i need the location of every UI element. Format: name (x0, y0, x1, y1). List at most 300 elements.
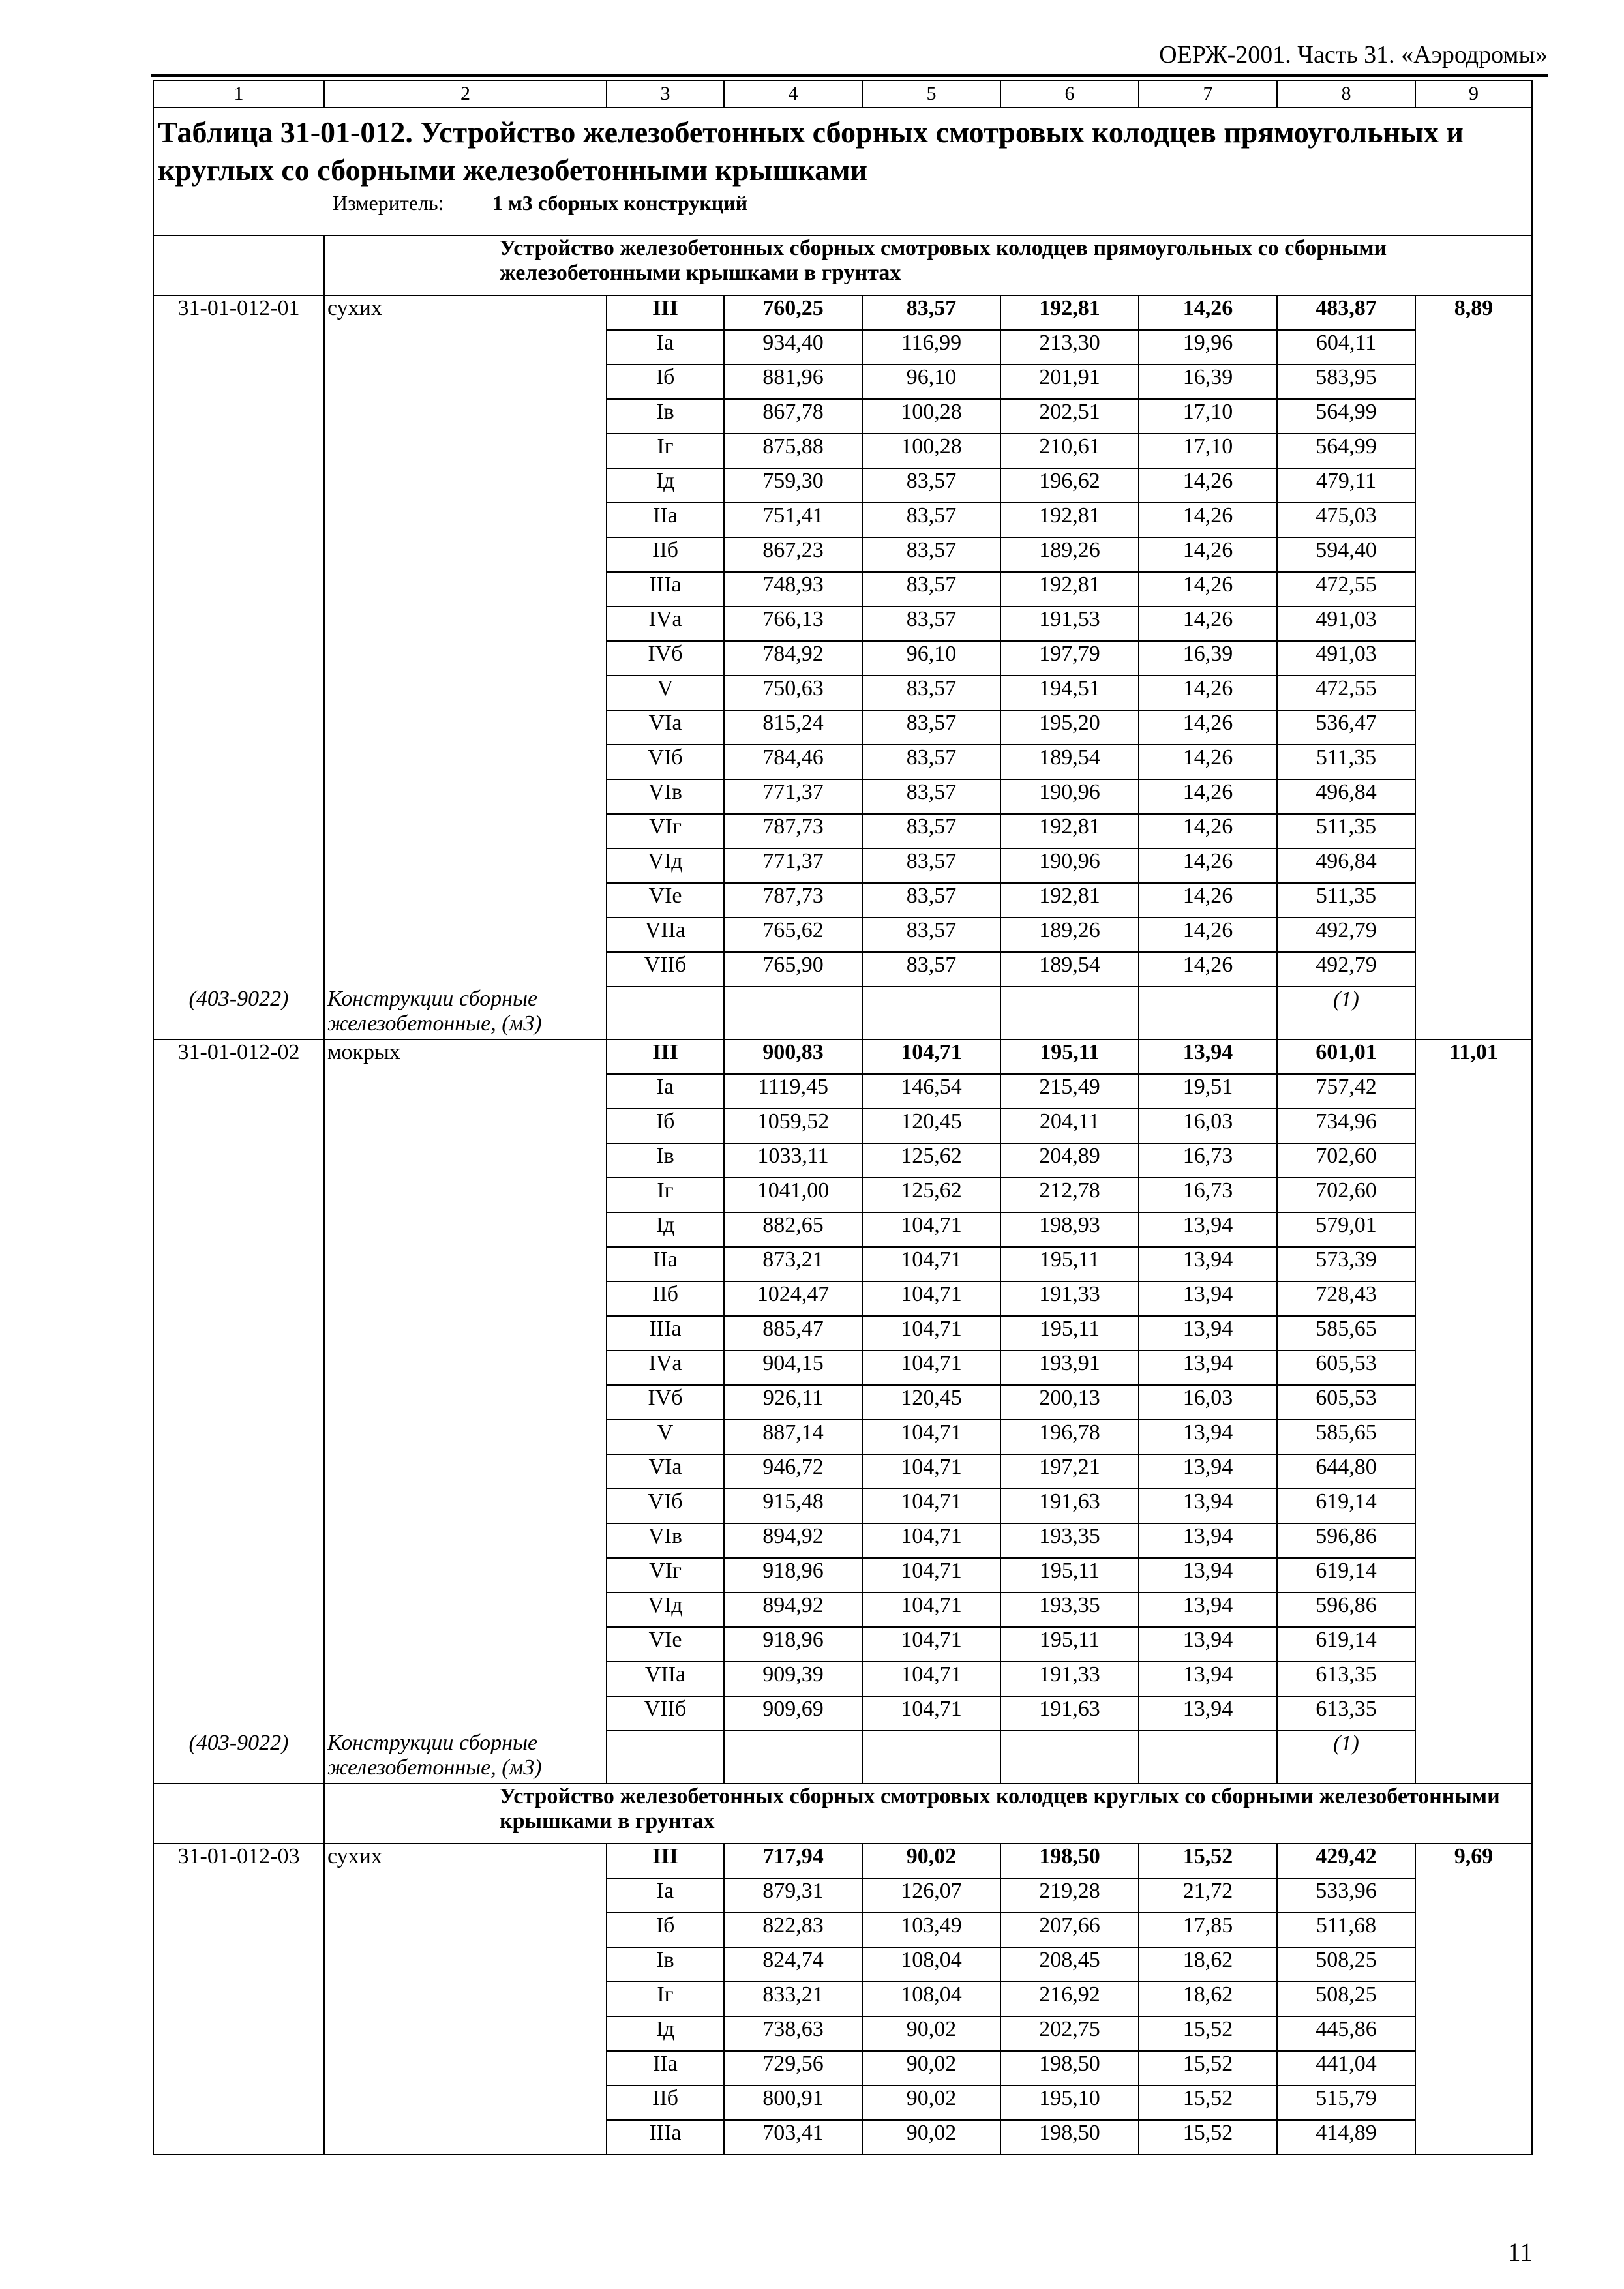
zone-cell: III (607, 295, 724, 330)
value-cell: 14,26 (1139, 814, 1277, 848)
value-cell: 90,02 (862, 1844, 1000, 1878)
col9-cell (1415, 572, 1532, 606)
value-cell: 904,15 (724, 1351, 862, 1385)
table-row (153, 2051, 1532, 2086)
zone-cell: Iв (607, 1143, 724, 1178)
name-cell (324, 572, 607, 606)
value-cell: 596,86 (1277, 1593, 1415, 1627)
zone-cell: VIIб (607, 952, 724, 987)
code-cell (153, 468, 324, 503)
empty-cell (1000, 1731, 1139, 1784)
code-cell (153, 1281, 324, 1316)
value-cell: 195,10 (1000, 2086, 1139, 2120)
value-cell: 596,86 (1277, 1523, 1415, 1558)
value-cell: 472,55 (1277, 572, 1415, 606)
table-row (153, 952, 1532, 987)
value-cell: 583,95 (1277, 365, 1415, 399)
value-cell: 766,13 (724, 606, 862, 641)
col9-cell (1415, 1212, 1532, 1247)
name-cell (324, 814, 607, 848)
value-cell: 13,94 (1139, 1247, 1277, 1281)
value-cell: 189,26 (1000, 918, 1139, 952)
value-cell: 204,89 (1000, 1143, 1139, 1178)
name-cell (324, 1627, 607, 1662)
name-cell (324, 710, 607, 745)
col-number: 1 (153, 80, 324, 108)
value-cell: 483,87 (1277, 295, 1415, 330)
value-cell: 441,04 (1277, 2051, 1415, 2086)
value-cell: 771,37 (724, 848, 862, 883)
value-cell: 83,57 (862, 295, 1000, 330)
value-cell: 429,42 (1277, 1844, 1415, 1878)
value-cell: 189,26 (1000, 537, 1139, 572)
value-cell: 14,26 (1139, 295, 1277, 330)
section-spacer (153, 1784, 324, 1844)
code-cell (153, 883, 324, 918)
value-cell: 83,57 (862, 537, 1000, 572)
value-cell: 594,40 (1277, 537, 1415, 572)
col9-cell (1415, 1696, 1532, 1731)
code-cell (153, 710, 324, 745)
table-row (153, 710, 1532, 745)
value-cell: 13,94 (1139, 1558, 1277, 1593)
empty-cell (724, 1731, 862, 1784)
col9-cell (1415, 1385, 1532, 1420)
value-cell: 120,45 (862, 1385, 1000, 1420)
code-cell (153, 2051, 324, 2086)
name-cell (324, 745, 607, 779)
measure-label: Измеритель: (333, 191, 444, 215)
value-cell: 192,81 (1000, 295, 1139, 330)
code-cell (153, 365, 324, 399)
value-cell: 195,11 (1000, 1627, 1139, 1662)
col9-cell (1415, 2086, 1532, 2120)
value-cell: 536,47 (1277, 710, 1415, 745)
zone-cell: Iв (607, 399, 724, 434)
value-cell: 195,11 (1000, 1247, 1139, 1281)
table-row (153, 1212, 1532, 1247)
code-cell (153, 1593, 324, 1627)
value-cell: 900,83 (724, 1040, 862, 1074)
code-cell (153, 1109, 324, 1143)
table-row (153, 572, 1532, 606)
name-cell (324, 1982, 607, 2016)
empty-cell (862, 1731, 1000, 1784)
table-row (153, 2120, 1532, 2155)
table-row (153, 434, 1532, 468)
col9-cell (1415, 1878, 1532, 1913)
header-rule (151, 74, 1548, 77)
table-row (153, 1593, 1532, 1627)
value-cell: 867,78 (724, 399, 862, 434)
name-cell: мокрых (324, 1040, 607, 1074)
name-cell: сухих (324, 1844, 607, 1878)
code-cell (153, 399, 324, 434)
table-row (153, 537, 1532, 572)
col9-cell (1415, 814, 1532, 848)
name-cell (324, 1558, 607, 1593)
zone-cell: Iг (607, 1178, 724, 1212)
empty-cell (1139, 1731, 1277, 1784)
col9-cell (1415, 1074, 1532, 1109)
value-cell: 867,23 (724, 537, 862, 572)
col-number: 5 (862, 80, 1000, 108)
section-row (153, 235, 1532, 295)
value-cell: 604,11 (1277, 330, 1415, 365)
value-cell: 728,43 (1277, 1281, 1415, 1316)
code-cell (153, 1558, 324, 1593)
table-row (153, 1558, 1532, 1593)
value-cell: 104,71 (862, 1662, 1000, 1696)
value-cell: 116,99 (862, 330, 1000, 365)
resource-name: Конструкции сборные железобетонные, (м3) (324, 1731, 607, 1784)
col9-cell (1415, 1178, 1532, 1212)
zone-cell: IIа (607, 1247, 724, 1281)
value-cell: 787,73 (724, 883, 862, 918)
table-row (153, 745, 1532, 779)
code-cell (153, 1662, 324, 1696)
col9-cell (1415, 2016, 1532, 2051)
value-cell: 207,66 (1000, 1913, 1139, 1947)
value-cell: 192,81 (1000, 572, 1139, 606)
value-cell: 213,30 (1000, 330, 1139, 365)
value-cell: 13,94 (1139, 1420, 1277, 1454)
value-cell: 191,33 (1000, 1281, 1139, 1316)
value-cell: 14,26 (1139, 503, 1277, 537)
value-cell: 83,57 (862, 468, 1000, 503)
value-cell: 103,49 (862, 1913, 1000, 1947)
value-cell: 191,63 (1000, 1696, 1139, 1731)
zone-cell: V (607, 676, 724, 710)
value-cell: 198,50 (1000, 2051, 1139, 2086)
code-cell (153, 745, 324, 779)
value-cell: 108,04 (862, 1982, 1000, 2016)
value-cell: 83,57 (862, 503, 1000, 537)
value-cell: 191,63 (1000, 1489, 1139, 1523)
name-cell (324, 848, 607, 883)
table-row (153, 814, 1532, 848)
col9-cell (1415, 1247, 1532, 1281)
value-cell: 17,10 (1139, 434, 1277, 468)
value-cell: 13,94 (1139, 1316, 1277, 1351)
table-row (153, 1109, 1532, 1143)
value-cell: 208,45 (1000, 1947, 1139, 1982)
value-cell: 15,52 (1139, 2016, 1277, 2051)
value-cell: 120,45 (862, 1109, 1000, 1143)
table-row (153, 1454, 1532, 1489)
col9-cell (1415, 1523, 1532, 1558)
value-cell: 90,02 (862, 2016, 1000, 2051)
zone-cell: VIе (607, 1627, 724, 1662)
value-cell: 83,57 (862, 779, 1000, 814)
zone-cell: IIIа (607, 1316, 724, 1351)
value-cell: 14,26 (1139, 952, 1277, 987)
value-cell: 491,03 (1277, 606, 1415, 641)
value-cell: 1024,47 (724, 1281, 862, 1316)
col9-cell (1415, 434, 1532, 468)
code-cell (153, 1316, 324, 1351)
col9-cell (1415, 1143, 1532, 1178)
value-cell: 533,96 (1277, 1878, 1415, 1913)
value-cell: 13,94 (1139, 1351, 1277, 1385)
value-cell: 894,92 (724, 1523, 862, 1558)
name-cell (324, 1109, 607, 1143)
value-cell: 751,41 (724, 503, 862, 537)
value-cell: 96,10 (862, 641, 1000, 676)
value-cell: 605,53 (1277, 1351, 1415, 1385)
measure-row (158, 190, 1527, 215)
value-cell: 195,11 (1000, 1040, 1139, 1074)
value-cell: 83,57 (862, 848, 1000, 883)
value-cell: 881,96 (724, 365, 862, 399)
table-row (153, 1878, 1532, 1913)
col9-cell (1415, 1109, 1532, 1143)
value-cell: 1041,00 (724, 1178, 862, 1212)
value-cell: 508,25 (1277, 1982, 1415, 2016)
zone-cell: Iб (607, 1109, 724, 1143)
empty-cell (862, 987, 1000, 1040)
value-cell: 1119,45 (724, 1074, 862, 1109)
value-cell: 585,65 (1277, 1316, 1415, 1351)
code-cell (153, 1454, 324, 1489)
name-cell (324, 537, 607, 572)
value-cell: 14,26 (1139, 779, 1277, 814)
value-cell: 198,93 (1000, 1212, 1139, 1247)
value-cell: 800,91 (724, 2086, 862, 2120)
empty-cell (724, 987, 862, 1040)
name-cell (324, 952, 607, 987)
col9-cell (1415, 365, 1532, 399)
value-cell: 18,62 (1139, 1982, 1277, 2016)
zone-cell: VIIб (607, 1696, 724, 1731)
code-cell (153, 1420, 324, 1454)
value-cell: 875,88 (724, 434, 862, 468)
zone-cell: Iб (607, 1913, 724, 1947)
zone-cell: Iд (607, 1212, 724, 1247)
zone-cell: IVа (607, 606, 724, 641)
col9-cell (1415, 745, 1532, 779)
value-cell: 21,72 (1139, 1878, 1277, 1913)
value-cell: 511,35 (1277, 745, 1415, 779)
value-cell: 573,39 (1277, 1247, 1415, 1281)
zone-cell: Iг (607, 434, 724, 468)
value-cell: 1033,11 (724, 1143, 862, 1178)
col9-cell (1415, 1281, 1532, 1316)
code-cell (153, 537, 324, 572)
col9-cell (1415, 537, 1532, 572)
name-cell (324, 1913, 607, 1947)
value-cell: 215,49 (1000, 1074, 1139, 1109)
code-cell (153, 2016, 324, 2051)
col9-cell (1415, 883, 1532, 918)
value-cell: 83,57 (862, 918, 1000, 952)
name-cell (324, 641, 607, 676)
value-cell: 873,21 (724, 1247, 862, 1281)
value-cell: 702,60 (1277, 1143, 1415, 1178)
value-cell: 189,54 (1000, 952, 1139, 987)
code-cell (153, 2120, 324, 2155)
title-row (153, 108, 1532, 235)
col9-cell (1415, 1558, 1532, 1593)
code-cell (153, 1489, 324, 1523)
zone-cell: IIIа (607, 572, 724, 606)
value-cell: 192,81 (1000, 503, 1139, 537)
table-row (153, 295, 1532, 330)
value-cell: 491,03 (1277, 641, 1415, 676)
col9-cell (1415, 1947, 1532, 1982)
value-cell: 104,71 (862, 1212, 1000, 1247)
name-cell (324, 1454, 607, 1489)
value-cell: 212,78 (1000, 1178, 1139, 1212)
zone-cell: IIб (607, 537, 724, 572)
value-cell: 445,86 (1277, 2016, 1415, 2051)
value-cell: 15,52 (1139, 2086, 1277, 2120)
value-cell: 784,46 (724, 745, 862, 779)
value-cell: 833,21 (724, 1982, 862, 2016)
zone-cell: Iв (607, 1947, 724, 1982)
value-cell: 511,68 (1277, 1913, 1415, 1947)
code-cell: 31-01-012-03 (153, 1844, 324, 1878)
name-cell (324, 1593, 607, 1627)
zone-cell: VIIа (607, 1662, 724, 1696)
table-title: Таблица 31-01-012. Устройство железобетонных сборных смотровых колодцев прямоугольных и круглых со сборными железобетонными крышками (158, 115, 1464, 187)
page-number: 11 (1507, 2237, 1533, 2267)
value-cell: 13,94 (1139, 1489, 1277, 1523)
name-cell (324, 399, 607, 434)
value-cell: 915,48 (724, 1489, 862, 1523)
value-cell: 189,54 (1000, 745, 1139, 779)
code-cell (153, 641, 324, 676)
col-number: 7 (1139, 80, 1277, 108)
code-cell (153, 1351, 324, 1385)
value-cell: 765,62 (724, 918, 862, 952)
value-cell: 202,75 (1000, 2016, 1139, 2051)
col9-cell (1415, 2120, 1532, 2155)
code-cell (153, 1074, 324, 1109)
value-cell: 824,74 (724, 1947, 862, 1982)
col-number: 9 (1415, 80, 1532, 108)
table-row (153, 1523, 1532, 1558)
value-cell: 13,94 (1139, 1040, 1277, 1074)
value-cell: 601,01 (1277, 1040, 1415, 1074)
col9-cell (1415, 1489, 1532, 1523)
col9-cell: 8,89 (1415, 295, 1532, 330)
zone-cell: Iб (607, 365, 724, 399)
value-cell: 815,24 (724, 710, 862, 745)
value-cell: 619,14 (1277, 1558, 1415, 1593)
code-cell (153, 1696, 324, 1731)
value-cell: 702,60 (1277, 1178, 1415, 1212)
table-row (153, 330, 1532, 365)
value-cell: 1059,52 (724, 1109, 862, 1143)
name-cell (324, 1281, 607, 1316)
name-cell (324, 1489, 607, 1523)
value-cell: 14,26 (1139, 745, 1277, 779)
value-cell: 104,71 (862, 1696, 1000, 1731)
zone-cell: VIа (607, 710, 724, 745)
name-cell (324, 676, 607, 710)
code-cell (153, 918, 324, 952)
table-row (153, 1913, 1532, 1947)
name-cell (324, 2016, 607, 2051)
zone-cell: Iа (607, 1878, 724, 1913)
code-cell (153, 503, 324, 537)
name-cell (324, 1947, 607, 1982)
table-row (153, 1247, 1532, 1281)
zone-cell: VIе (607, 883, 724, 918)
value-cell: 19,51 (1139, 1074, 1277, 1109)
zone-cell: VIIа (607, 918, 724, 952)
table-row (153, 883, 1532, 918)
value-cell: 13,94 (1139, 1281, 1277, 1316)
value-cell: 14,26 (1139, 848, 1277, 883)
col9-cell (1415, 779, 1532, 814)
name-cell (324, 1662, 607, 1696)
value-cell: 717,94 (724, 1844, 862, 1878)
value-cell: 14,26 (1139, 572, 1277, 606)
col-number: 6 (1000, 80, 1139, 108)
code-cell (153, 952, 324, 987)
value-cell: 19,96 (1139, 330, 1277, 365)
value-cell: 472,55 (1277, 676, 1415, 710)
zone-cell: III (607, 1040, 724, 1074)
col9-cell (1415, 468, 1532, 503)
col9-cell (1415, 1420, 1532, 1454)
value-cell: 18,62 (1139, 1947, 1277, 1982)
value-cell: 475,03 (1277, 503, 1415, 537)
code-cell (153, 606, 324, 641)
empty-cell (1139, 987, 1277, 1040)
value-cell: 15,52 (1139, 2051, 1277, 2086)
name-cell (324, 1523, 607, 1558)
value-cell: 196,78 (1000, 1420, 1139, 1454)
code-cell (153, 434, 324, 468)
value-cell: 197,21 (1000, 1454, 1139, 1489)
value-cell: 201,91 (1000, 365, 1139, 399)
value-cell: 104,71 (862, 1247, 1000, 1281)
name-cell (324, 434, 607, 468)
code-cell (153, 330, 324, 365)
empty-cell (1000, 987, 1139, 1040)
zone-cell: IIа (607, 503, 724, 537)
zone-cell: Iг (607, 1982, 724, 2016)
col9-cell (1415, 1593, 1532, 1627)
value-cell: 926,11 (724, 1385, 862, 1420)
section-heading: Устройство железобетонных сборных смотровых колодцев круглых со сборными железобетонными крышками в грунтах (324, 1784, 1532, 1844)
value-cell: 492,79 (1277, 952, 1415, 987)
col9-cell (1415, 503, 1532, 537)
table-row (153, 779, 1532, 814)
table-row (153, 1489, 1532, 1523)
value-cell: 90,02 (862, 2051, 1000, 2086)
value-cell: 882,65 (724, 1212, 862, 1247)
value-cell: 192,81 (1000, 883, 1139, 918)
value-cell: 126,07 (862, 1878, 1000, 1913)
value-cell: 750,63 (724, 676, 862, 710)
value-cell: 100,28 (862, 434, 1000, 468)
name-cell (324, 1247, 607, 1281)
value-cell: 216,92 (1000, 1982, 1139, 2016)
value-cell: 894,92 (724, 1593, 862, 1627)
name-cell (324, 1878, 607, 1913)
measure-value: 1 м3 сборных конструкций (492, 191, 748, 215)
code-cell (153, 814, 324, 848)
code-cell (153, 1627, 324, 1662)
table-row (153, 1178, 1532, 1212)
zone-cell: IIб (607, 1281, 724, 1316)
col9-cell (1415, 330, 1532, 365)
col9-cell (1415, 676, 1532, 710)
